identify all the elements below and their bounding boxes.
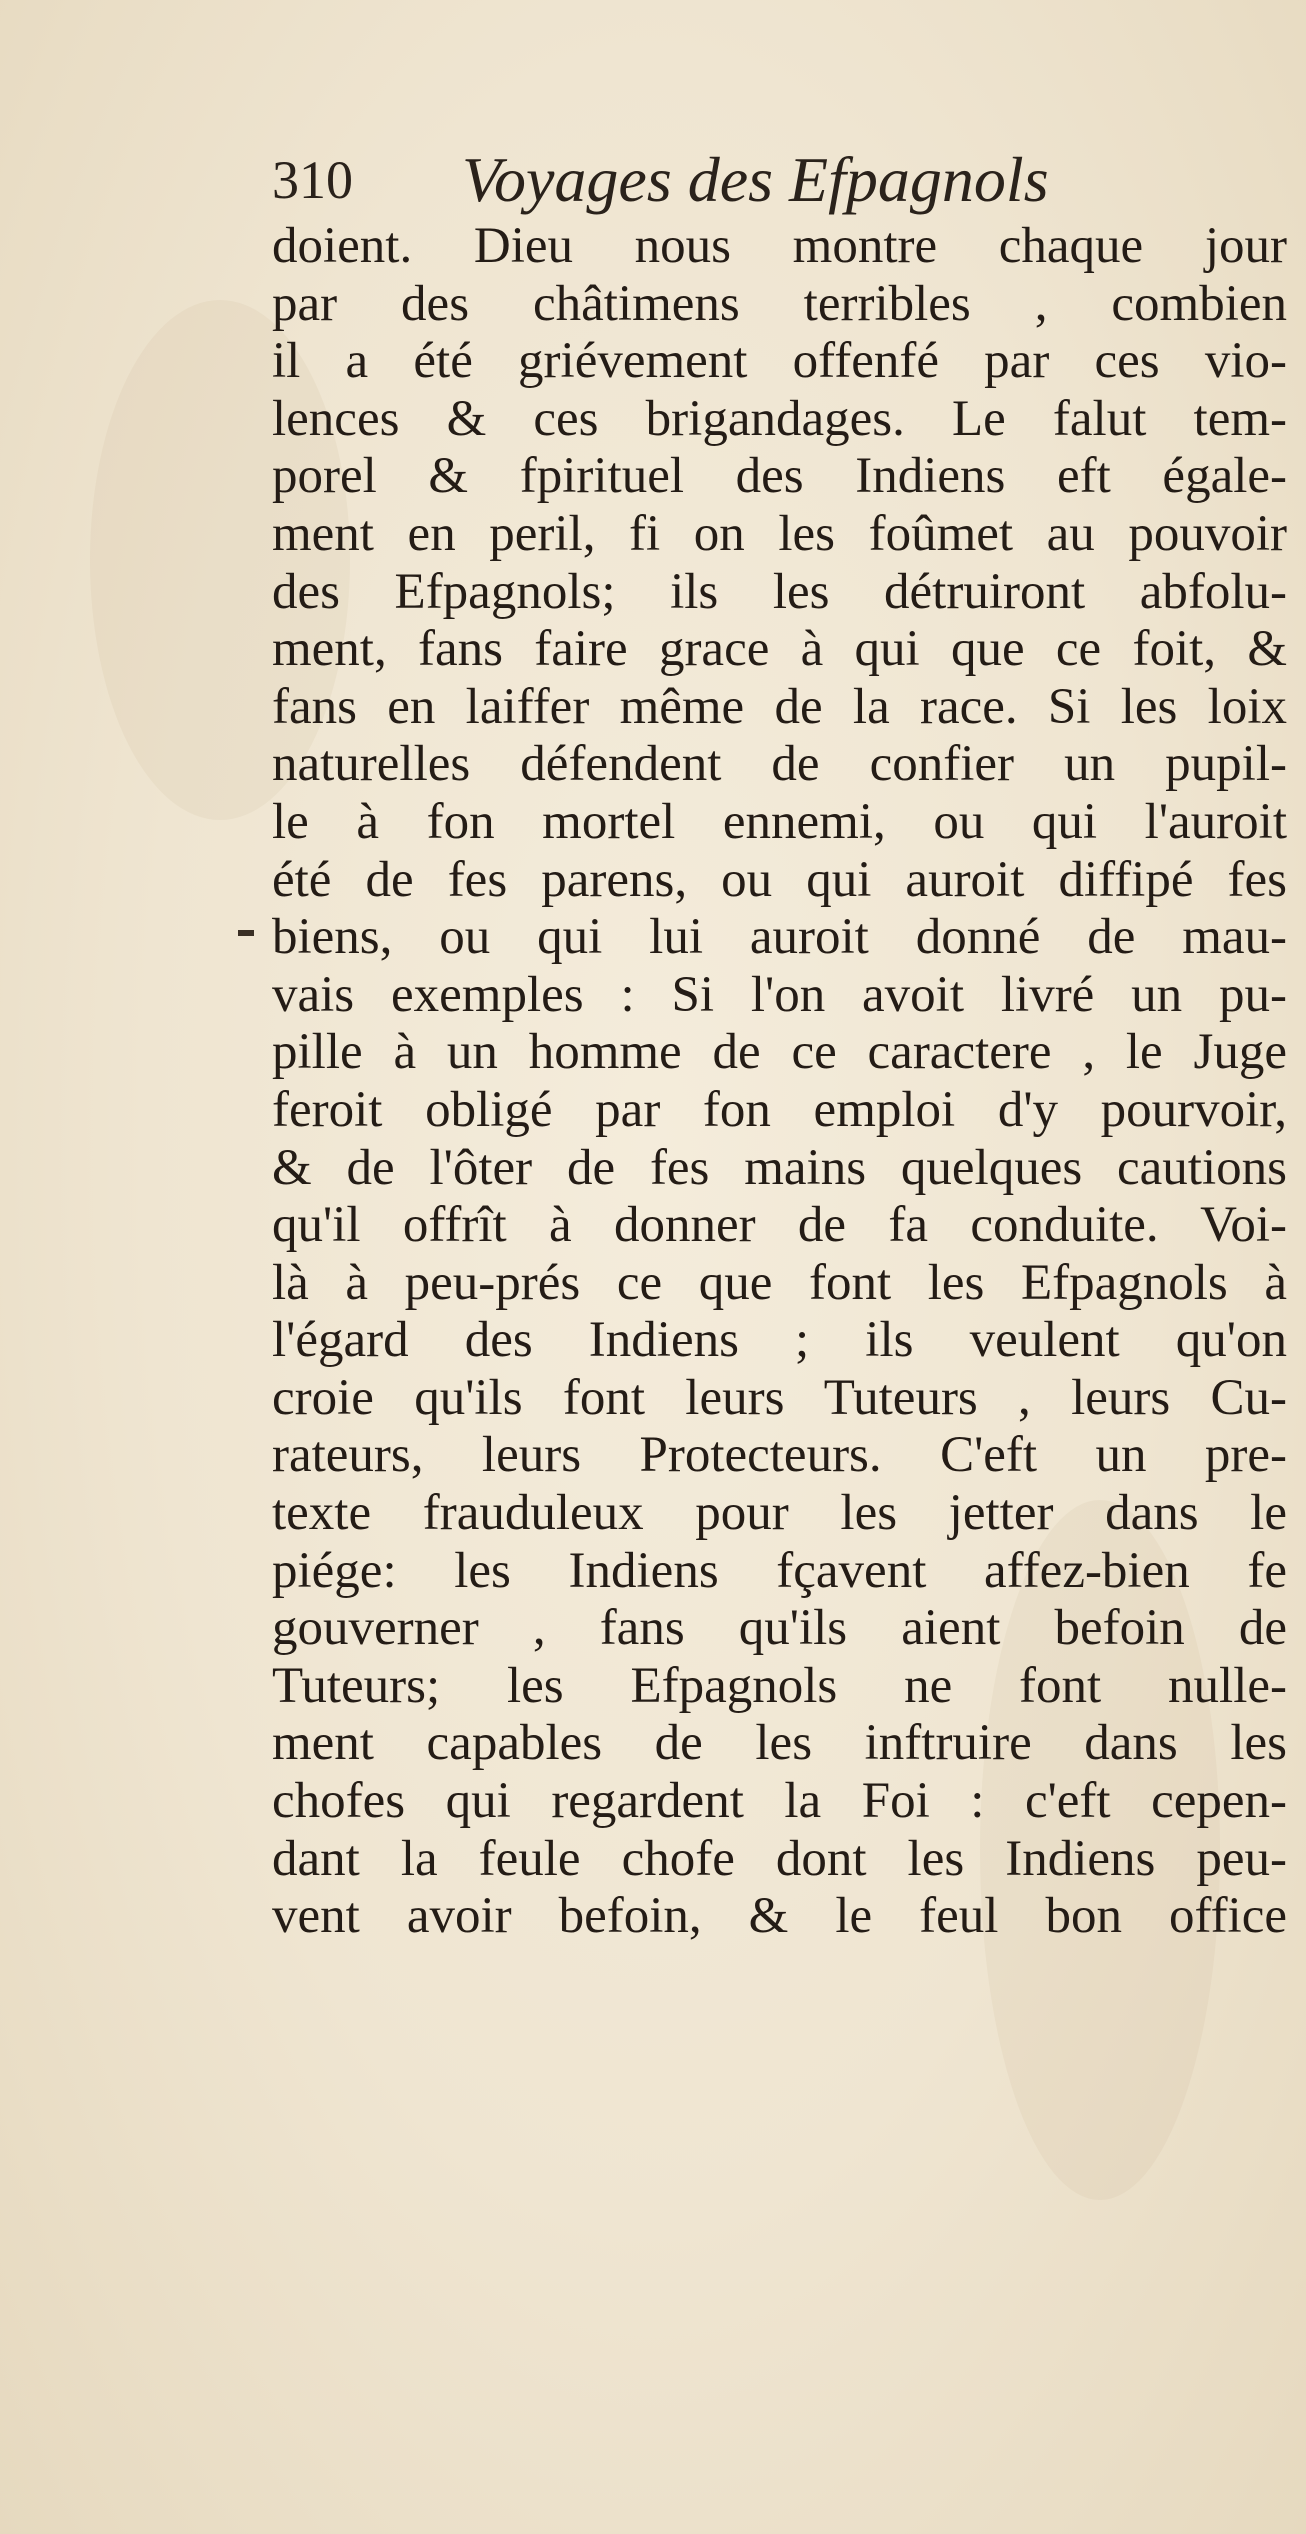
text-line: été de fes parens, ou qui auroit diffipé fes [272, 851, 1287, 908]
page-header [272, 140, 1072, 220]
text-line: chofes qui regardent la Foi : c'eft cepen- [272, 1773, 1287, 1830]
text-line: là à peu-prés ce que font les Efpagnols à [272, 1254, 1287, 1311]
text-line: & de l'ôter de fes mains quelques cautions [272, 1139, 1287, 1196]
page-number: 310 [272, 150, 353, 210]
text-line: l'égard des Indiens ; ils veulent qu'on [272, 1312, 1287, 1369]
text-line: piége: les Indiens fçavent affez-bien fe [272, 1542, 1287, 1599]
text-line: fans en laiffer même de la race. Si les loix [272, 678, 1287, 735]
text-line: vais exemples : Si l'on avoit livré un pu- [272, 966, 1287, 1023]
text-line: des Efpagnols; ils les détruiront abfolu- [272, 563, 1287, 620]
text-line: ment, fans faire grace à qui que ce foit, & [272, 621, 1287, 678]
text-line: il a été griévement offenfé par ces vio- [272, 333, 1287, 390]
text-line: doient. Dieu nous montre chaque jour [272, 218, 1287, 274]
text-line: croie qu'ils font leurs Tuteurs , leurs Cu- [272, 1369, 1287, 1426]
text-line: porel & fpirituel des Indiens eft égale- [272, 448, 1287, 505]
text-line: biens, ou qui lui auroit donné de mau- [272, 909, 1287, 966]
text-line: texte frauduleux pour les jetter dans le [272, 1485, 1287, 1542]
text-line: pille à un homme de ce caractere , le Juge [272, 1024, 1287, 1081]
text-line: feroit obligé par fon emploi d'y pourvoir, [272, 1081, 1287, 1138]
text-line: dant la feule chofe dont les Indiens peu- [272, 1830, 1287, 1887]
text-line: par des châtimens terribles , combien [272, 275, 1287, 332]
text-line: rateurs, leurs Protecteurs. C'eft un pre- [272, 1427, 1287, 1484]
body-text [272, 218, 1287, 1946]
text-line: lences & ces brigandages. Le falut tem- [272, 390, 1287, 447]
text-line: Tuteurs; les Efpagnols ne font nulle- [272, 1657, 1287, 1714]
marginal-dash-mark [238, 930, 254, 936]
text-line: naturelles défendent de confier un pupil- [272, 736, 1287, 793]
text-line: vent avoir befoin, & le feul bon office [272, 1888, 1287, 1945]
text-line: ment capables de les inftruire dans les [272, 1715, 1287, 1772]
text-line: gouverner , fans qu'ils aient befoin de [272, 1600, 1287, 1657]
text-line: qu'il offrît à donner de fa conduite. Voi- [272, 1197, 1287, 1254]
text-line: ment en peril, fi on les foûmet au pouvoir [272, 505, 1287, 562]
text-line: le à fon mortel ennemi, ou qui l'auroit [272, 793, 1287, 850]
running-title: Voyages des Efpagnols [462, 144, 1049, 215]
